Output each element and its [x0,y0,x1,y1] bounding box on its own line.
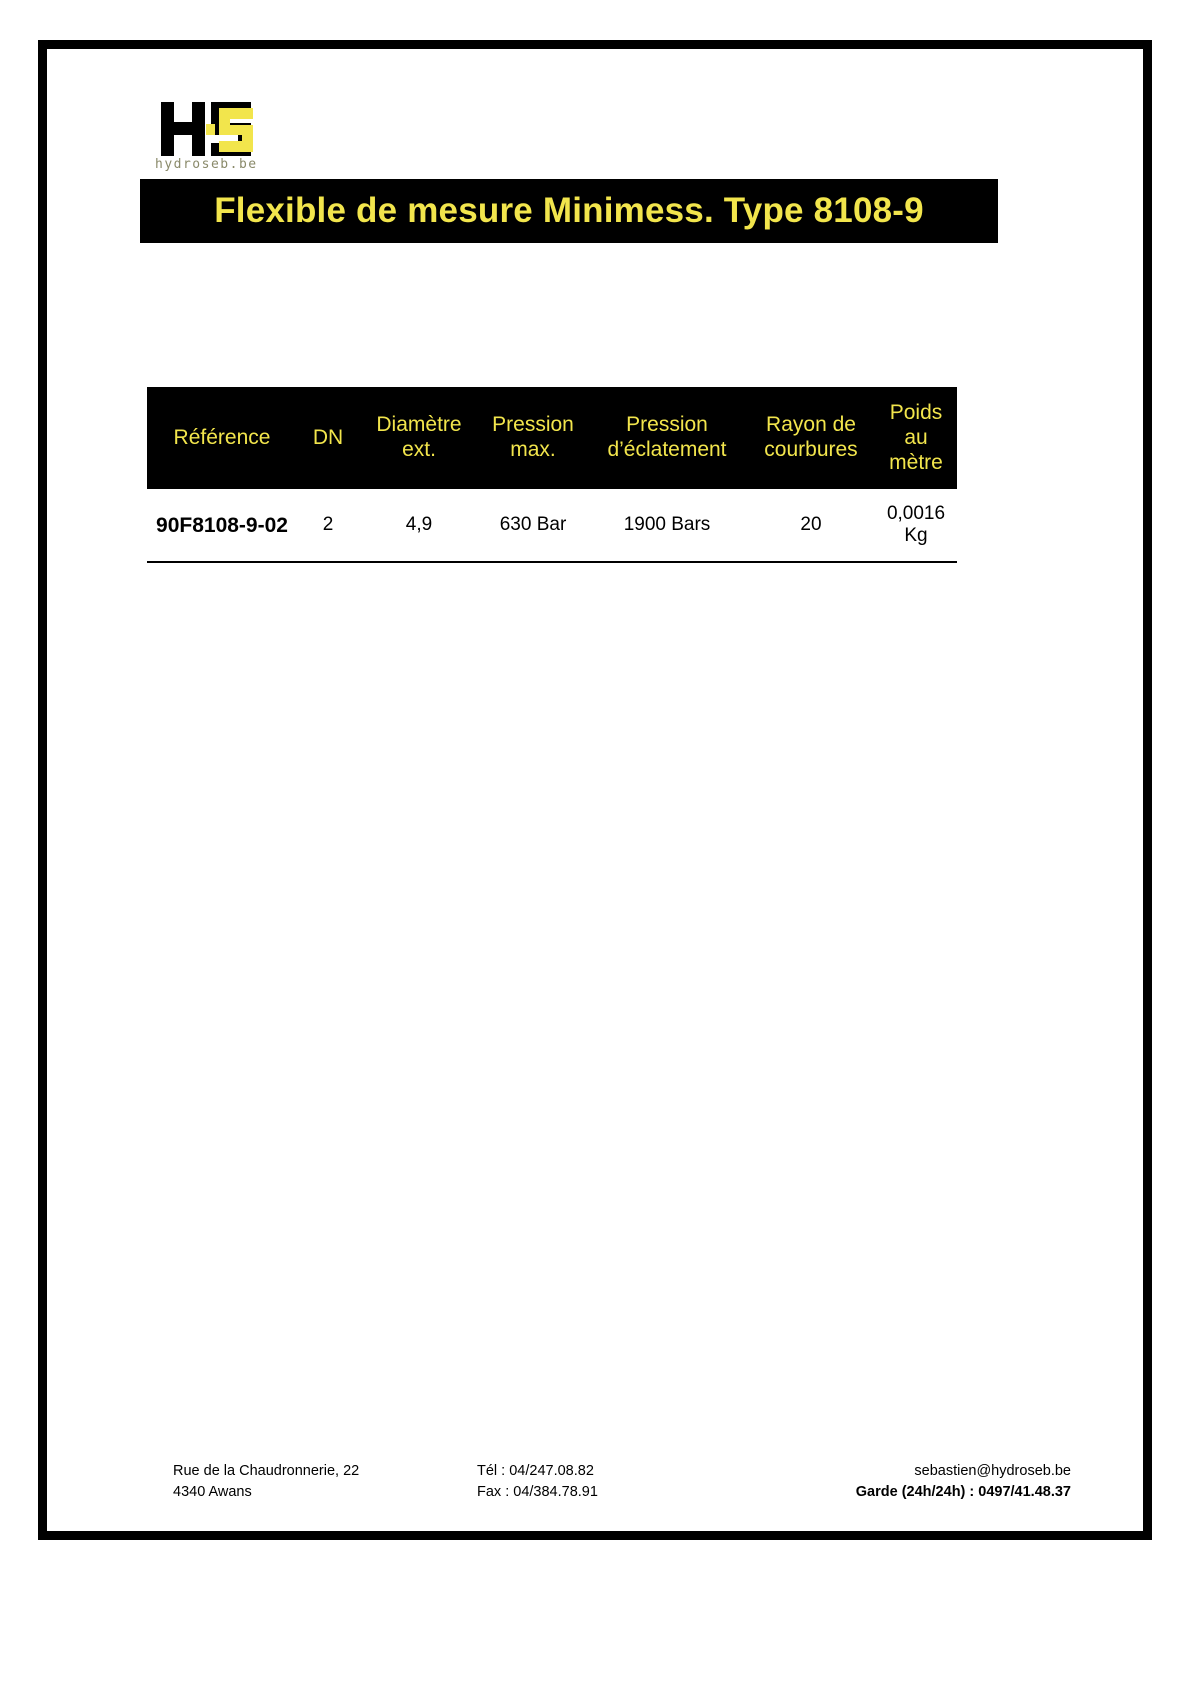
cell-poids-au-metre: 0,0016 Kg [875,489,957,562]
table-header-row [147,387,957,489]
page-border-frame [38,40,1152,1540]
header-pression-max: Pression max. [492,413,574,462]
page-title: Flexible de mesure Minimess. Type 8108-9 [214,191,924,230]
header-poids-au-metre: Poids au mètre [889,401,943,474]
header-pression-eclatement: Pression d’éclatement [607,413,727,462]
page-footer [47,1461,1143,1505]
cell-diametre-ext: 4,9 [359,489,479,562]
footer-address-line2: 4340 Awans [173,1484,252,1501]
header-dn: DN [312,425,344,449]
spec-table-head [147,387,957,489]
spec-table [147,387,957,563]
cell-pression-max: 630 Bar [479,489,587,562]
footer-address-line1: Rue de la Chaudronnerie, 22 [173,1463,360,1479]
logo-caption: hydroseb.be [155,157,258,172]
page-content [47,49,1143,1531]
header-reference: Référence [173,425,271,449]
header-diametre-ext: Diamètre ext. [376,413,462,462]
cell-rayon-courbures: 20 [747,489,875,562]
footer-phone [477,1461,598,1503]
cell-dn: 2 [297,489,359,562]
cell-reference: 90F8108-9-02 [147,489,297,562]
cell-pression-eclatement: 1900 Bars [587,489,747,562]
footer-address [173,1461,359,1503]
spec-table-container [147,387,957,563]
footer-email: sebastien@hydroseb.be [914,1463,1071,1479]
footer-oncall: Garde (24h/24h) : 0497/41.48.37 [855,1484,1071,1501]
header-rayon-courbures: Rayon de courbures [764,413,858,462]
spec-table-body [147,489,957,562]
footer-contact [856,1461,1071,1503]
table-row [147,489,957,562]
footer-phone-line2: Fax : 04/384.78.91 [477,1484,598,1501]
footer-phone-line1: Tél : 04/247.08.82 [477,1463,594,1479]
title-banner [140,179,998,243]
